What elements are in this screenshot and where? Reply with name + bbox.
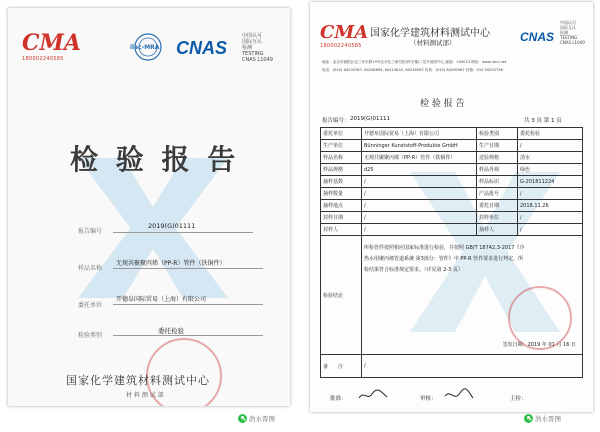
- test-type-label: 检验类别: [78, 332, 103, 339]
- reviewer-label: 审核：: [420, 396, 437, 402]
- address-line: 地址：北京市朝阳区北三环东路19号北京化工研究院(科学楼)二层外测试中心 邮编：100013 网址：www.ntcc.net: [322, 60, 507, 64]
- conclusion-row: [321, 236, 583, 355]
- wechat-icon: [238, 414, 247, 423]
- wechat-icon: [524, 414, 533, 423]
- sample-name: 无规共聚聚丙烯（PP-R）管件（铁铜件）: [116, 260, 226, 267]
- accreditation-text: 中国认可 国际互认 检测 TESTING CNAS L1049: [242, 33, 273, 63]
- reviewer-signature-icon: [444, 387, 474, 406]
- table-row: 生产单位 Bünninger Kunststoff-Produkte GmbH 生产日期 /: [321, 140, 583, 152]
- conclusion-line: 所检管件按照相应国家标准进行检验，并按照 GB/T 18742.3-2017《冷: [364, 245, 525, 251]
- approver-label: 批准：: [330, 396, 347, 402]
- sign-date: 签发日期：2019 年 01 月 16 日: [502, 342, 576, 348]
- official-seal: [508, 286, 572, 350]
- conclusion-line: 检结果符合标准规定要求。（详见第 2-3 页）: [364, 267, 463, 273]
- table-row: 封样日期 / 封样单位 /: [321, 212, 583, 224]
- center-name: 国家化学建筑材料测试中心: [370, 28, 490, 39]
- cma-code: 180002240585: [320, 43, 362, 49]
- report-no: 2019(G)01111: [350, 116, 391, 122]
- table-row: 委托单位 开德阜国际贸易（上海）有限公司 检验类别 委托检验: [321, 128, 583, 140]
- wechat-watermark: 浩水晋图: [238, 414, 275, 423]
- client-name: 开德阜国际贸易（上海）有限公司: [116, 296, 207, 303]
- wechat-watermark: 浩水晋图: [524, 414, 561, 423]
- table-row: 抽样地点 / 委托日期 2018.11.26: [321, 200, 583, 212]
- department-name: 材 料 测 试 部: [126, 392, 164, 399]
- conclusion-label: 检验结论: [321, 236, 362, 355]
- center-name: 国家化学建筑材料测试中心: [66, 374, 210, 387]
- ilac-mark-text: ilac-MRA: [130, 44, 160, 51]
- cnas-logo: CNAS: [176, 38, 228, 58]
- table-row: 样品规格 d25 样品外观 绿色: [321, 164, 583, 176]
- phone-line: 电话：(010) 64200767, 64208694, 64214842, 64236592 传真：(010) 84290567 信箱：010 59202738: [322, 68, 503, 72]
- page-title: 检 验 报 告: [70, 143, 240, 176]
- table-row: 样品名称 无规共聚聚丙烯（PP-R）管件（铁铜件） 送验规格 清水: [321, 152, 583, 164]
- page-info: 共 3 页 第 1 页: [524, 118, 562, 124]
- section-title: 检 验 报 告: [420, 99, 465, 109]
- report-detail-page: [310, 2, 593, 412]
- department-name: （材料测试部）: [410, 39, 456, 47]
- report-no: 2019(G)01111: [148, 222, 196, 230]
- cnas-logo: CNAS: [520, 30, 555, 44]
- cma-logo: CMA: [22, 30, 81, 56]
- table-row: 抽样基数 / 样品标识 G-201811224: [321, 176, 583, 188]
- cma-logo: CMA: [320, 22, 369, 43]
- table-row: 封样人 / 抽样人 /: [321, 224, 583, 236]
- report-no-label: 报告编号：: [322, 118, 350, 124]
- client-label: 委托单位: [78, 302, 103, 309]
- remark-row: 备 注 /: [321, 355, 583, 378]
- report-table: [320, 127, 583, 378]
- table-row: 抽样数量 / 产品批号 /: [321, 188, 583, 200]
- cma-code: 180002240585: [22, 56, 64, 62]
- approver-signature-icon: [358, 387, 388, 406]
- accreditation-text: 中国认可 国际互认 检测 TESTING CNAS L1049: [560, 20, 585, 45]
- test-type: 委托检验: [158, 327, 184, 335]
- writer-label: 主检：: [510, 396, 527, 402]
- conclusion-line: 热水用聚丙烯管道系统 第3部分：管件》中 PP-R 管件要求进行判定，所: [364, 256, 524, 262]
- report-no-label: 报告编号: [78, 228, 103, 235]
- sample-name-label: 样品名称: [78, 265, 103, 272]
- report-cover-page: [8, 8, 290, 406]
